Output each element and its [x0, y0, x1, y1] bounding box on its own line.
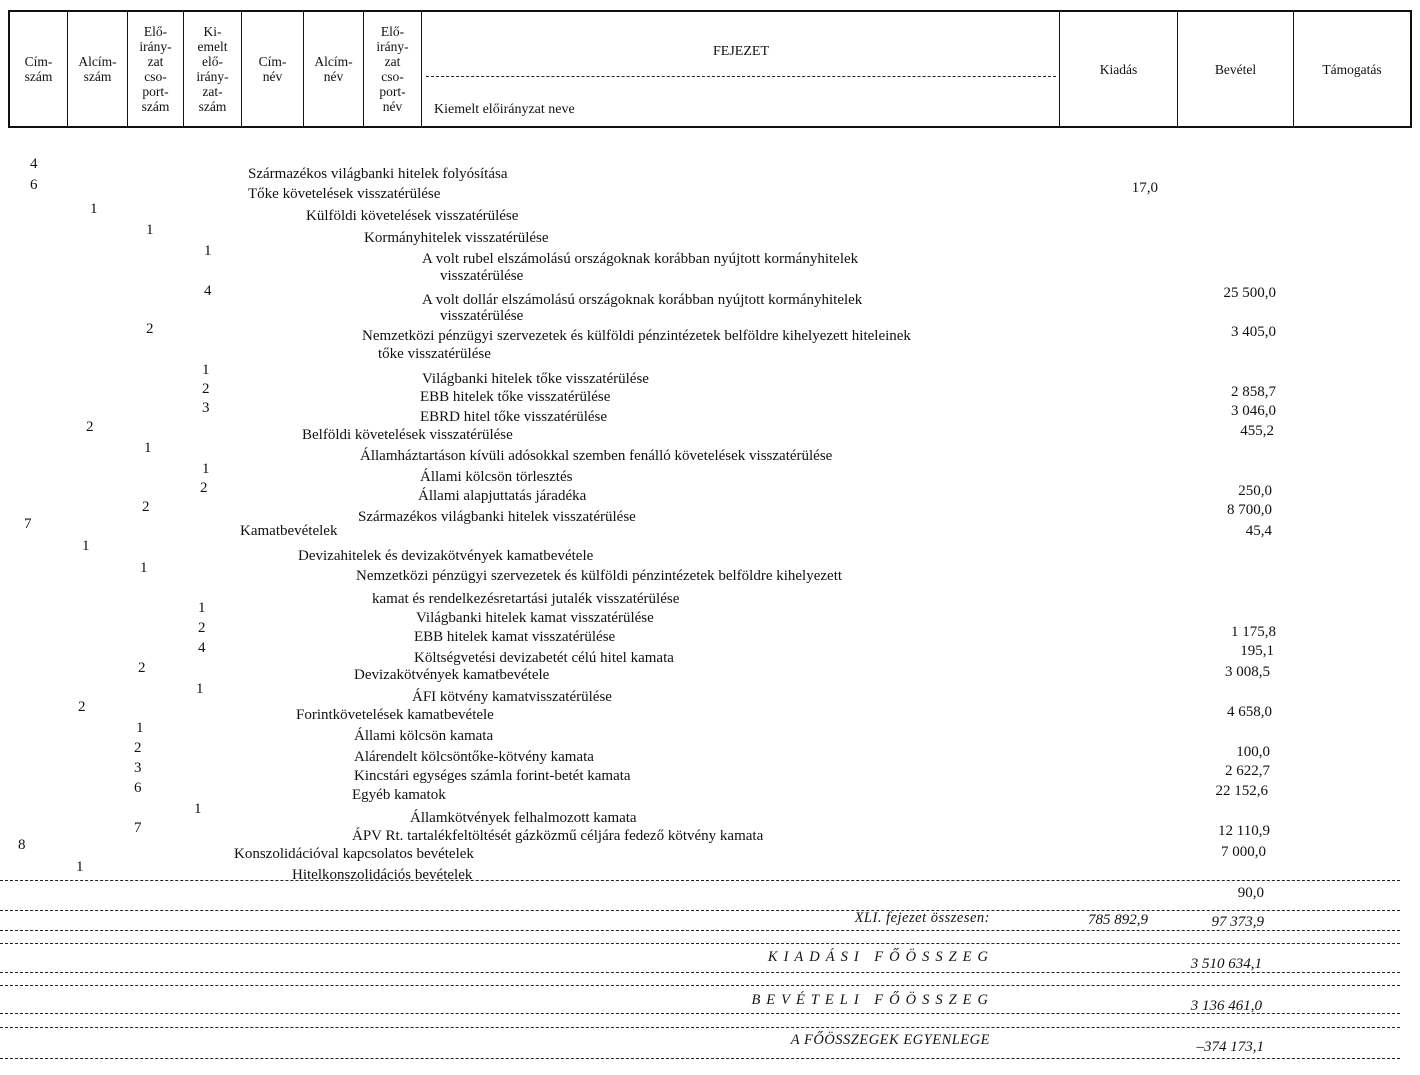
row-bevetel: 1 175,8 — [1231, 624, 1276, 640]
row-name: EBRD hitel tőke visszatérülése — [420, 409, 608, 425]
row-code: 2 — [198, 620, 206, 636]
row-code: 1 — [146, 222, 154, 238]
row-name: Alárendelt kölcsöntőke-kötvény kamata — [354, 749, 594, 765]
row-code: 2 — [86, 419, 94, 435]
header-fejezet-block — [422, 12, 1060, 126]
row-bevetel: 8 700,0 — [1227, 502, 1272, 518]
header-bevetel: Bevétel — [1178, 12, 1294, 126]
fejezet-total-bevetel: 97 373,9 — [1211, 914, 1264, 930]
row-bevetel: 4 658,0 — [1227, 704, 1272, 720]
row-bevetel: 7 000,0 — [1221, 844, 1266, 860]
row-code: 4 — [204, 283, 212, 299]
row-code: 2 — [202, 381, 210, 397]
row-code: 2 — [200, 480, 208, 496]
row-name: ÁFI kötvény kamatvisszatérülése — [412, 689, 612, 705]
row-name: Egyéb kamatok — [352, 787, 446, 803]
row-bevetel: 455,2 — [1240, 423, 1274, 439]
row-name: Költségvetési devizabetét célú hitel kamata — [414, 650, 674, 666]
row-code: 2 — [78, 699, 86, 715]
row-bevetel: 100,0 — [1236, 744, 1270, 760]
row-name: Állami alapjuttatás járadéka — [418, 488, 587, 504]
header-eloiranyzat-csoport-szam: Elő- irány- zat cso- port- szám — [128, 12, 184, 126]
row-name: A volt rubel elszámolású országoknak korábban nyújtott kormányhitelek — [422, 251, 859, 267]
header-fejezet: FEJEZET — [713, 44, 769, 59]
rule-line — [0, 1027, 1400, 1028]
row-name: Állami kölcsön törlesztés — [420, 469, 573, 485]
row-name: Világbanki hitelek tőke visszatérülése — [422, 371, 649, 387]
header-eloiranyzat-csoport-nev: Elő- irány- zat cso- port- név — [364, 12, 422, 126]
row-bevetel: 2 622,7 — [1225, 763, 1270, 779]
row-name: EBB hitelek kamat visszatérülése — [414, 629, 616, 645]
row-bevetel: 12 110,9 — [1218, 823, 1270, 839]
row-code: 7 — [134, 820, 142, 836]
row-name: Állami kölcsön kamata — [354, 728, 494, 744]
row-bevetel: 2 858,7 — [1231, 384, 1276, 400]
row-code: 4 — [30, 156, 38, 172]
header-cim-szam: Cím- szám — [10, 12, 68, 126]
row-bevetel: 3 008,5 — [1225, 664, 1270, 680]
header-alcim-nev: Alcím- név — [304, 12, 364, 126]
row-name: Nemzetközi pénzügyi szervezetek és külföldi pénzintézetek belföldre kihelyezett hiteleinek — [362, 328, 911, 344]
row-name: A volt dollár elszámolású országoknak korábban nyújtott kormányhitelek — [422, 292, 863, 308]
rule-line — [0, 880, 1400, 881]
foosszegek-egyenlege-label: A FŐÖSSZEGEK EGYENLEGE — [790, 1032, 990, 1048]
row-bevetel: 25 500,0 — [1223, 285, 1276, 301]
row-name-cont: visszatérülése — [440, 308, 524, 324]
beveteli-foosszeg-value: 3 136 461,0 — [1190, 998, 1262, 1014]
row-code: 2 — [146, 321, 154, 337]
row-name: Államháztartáson kívüli adósokkal szemben fenálló követelések visszatérülése — [360, 448, 833, 464]
rule-line — [0, 1058, 1400, 1059]
row-name: Tőke követelések visszatérülése — [248, 186, 441, 202]
row-name: EBB hitelek tőke visszatérülése — [420, 389, 611, 405]
header-kiemelt-nev: Kiemelt előirányzat neve — [434, 102, 575, 117]
row-code: 4 — [198, 640, 206, 656]
row-code: 2 — [138, 660, 146, 676]
header-tamogatas: Támogatás — [1322, 61, 1382, 77]
row-name: Világbanki hitelek kamat visszatérülése — [416, 610, 654, 626]
row-bevetel: 195,1 — [1240, 643, 1274, 659]
row-name-cont: kamat és rendelkezésretartási jutalék visszatérülése — [372, 591, 680, 607]
header-cim-nev: Cím- név — [242, 12, 304, 126]
header-alcim-szam: Alcím- szám — [68, 12, 128, 126]
row-code: 1 — [204, 243, 212, 259]
row-name-cont: visszatérülése — [440, 268, 524, 284]
row-name: Devizakötvények kamatbevétele — [354, 667, 550, 683]
row-code: 1 — [202, 461, 210, 477]
row-name: Kamatbevételek — [240, 523, 338, 539]
row-code: 1 — [198, 600, 206, 616]
row-name: Belföldi követelések visszatérülése — [302, 427, 513, 443]
row-name: Forintkövetelések kamatbevétele — [296, 707, 494, 723]
header-kiemelt-eloiranyzat-szam: Ki- emelt elő- irány- zat- szám — [184, 12, 242, 126]
fejezet-total-kiadas: 785 892,9 — [1088, 912, 1148, 928]
row-code: 6 — [30, 177, 38, 193]
row-name: Származékos világbanki hitelek folyósítása — [248, 166, 508, 182]
row-code: 3 — [134, 760, 142, 776]
row-bevetel: 22 152,6 — [1215, 783, 1268, 799]
row-name: Devizahitelek és devizakötvények kamatbevétele — [298, 548, 594, 564]
row-code: 8 — [18, 837, 26, 853]
row-name: Hitelkonszolidációs bevételek — [292, 867, 473, 883]
row-code: 2 — [142, 499, 150, 515]
fejezet-total-label: XLI. fejezet összesen: — [854, 910, 990, 926]
row-name: Kincstári egységes számla forint-betét kamata — [354, 768, 631, 784]
row-code: 1 — [140, 560, 148, 576]
header-kiadas: Kiadás — [1060, 12, 1178, 126]
row-code: 1 — [194, 801, 202, 817]
row-bevetel: 90,0 — [1237, 885, 1264, 901]
row-code: 2 — [134, 740, 142, 756]
row-code: 1 — [76, 859, 84, 875]
row-code: 1 — [196, 681, 204, 697]
row-kiadas: 17,0 — [1131, 180, 1158, 196]
row-name: Nemzetközi pénzügyi szervezetek és külföldi pénzintézetek belföldre kihelyezett — [356, 568, 843, 584]
rule-line — [0, 930, 1400, 931]
row-bevetel: 45,4 — [1245, 523, 1272, 539]
row-name: Származékos világbanki hitelek visszatérülése — [358, 509, 636, 525]
row-code: 1 — [82, 538, 90, 554]
row-name: ÁPV Rt. tartalékfeltöltését gázközmű céljára fedező kötvény kamata — [352, 828, 764, 844]
foosszegek-egyenlege-value: –374 173,1 — [1196, 1039, 1264, 1055]
row-name: Kormányhitelek visszatérülése — [364, 230, 549, 246]
row-name: Konszolidációval kapcsolatos bevételek — [234, 846, 474, 862]
row-bevetel: 3 405,0 — [1231, 324, 1276, 340]
row-code: 3 — [202, 400, 210, 416]
rule-line — [0, 943, 1400, 944]
table-header — [8, 10, 1412, 128]
row-bevetel: 3 046,0 — [1231, 403, 1276, 419]
rule-line — [0, 985, 1400, 986]
row-name: Külföldi követelések visszatérülése — [306, 208, 519, 224]
beveteli-foosszeg-label: BEVÉTELI FŐÖSSZEG — [751, 992, 994, 1008]
row-code: 1 — [136, 720, 144, 736]
row-code: 1 — [202, 362, 210, 378]
kiadasi-foosszeg-value: 3 510 634,1 — [1190, 956, 1262, 972]
row-name-cont: tőke visszatérülése — [378, 346, 491, 362]
row-code: 6 — [134, 780, 142, 796]
row-code: 7 — [24, 516, 32, 532]
header-divider — [426, 76, 1056, 77]
row-name: Államkötvények felhalmozott kamata — [410, 810, 637, 826]
kiadasi-foosszeg-label: KIADÁSI FŐÖSSZEG — [767, 949, 994, 965]
row-code: 1 — [90, 201, 98, 217]
row-bevetel: 250,0 — [1238, 483, 1272, 499]
rule-line — [0, 910, 1400, 911]
row-code: 1 — [144, 440, 152, 456]
